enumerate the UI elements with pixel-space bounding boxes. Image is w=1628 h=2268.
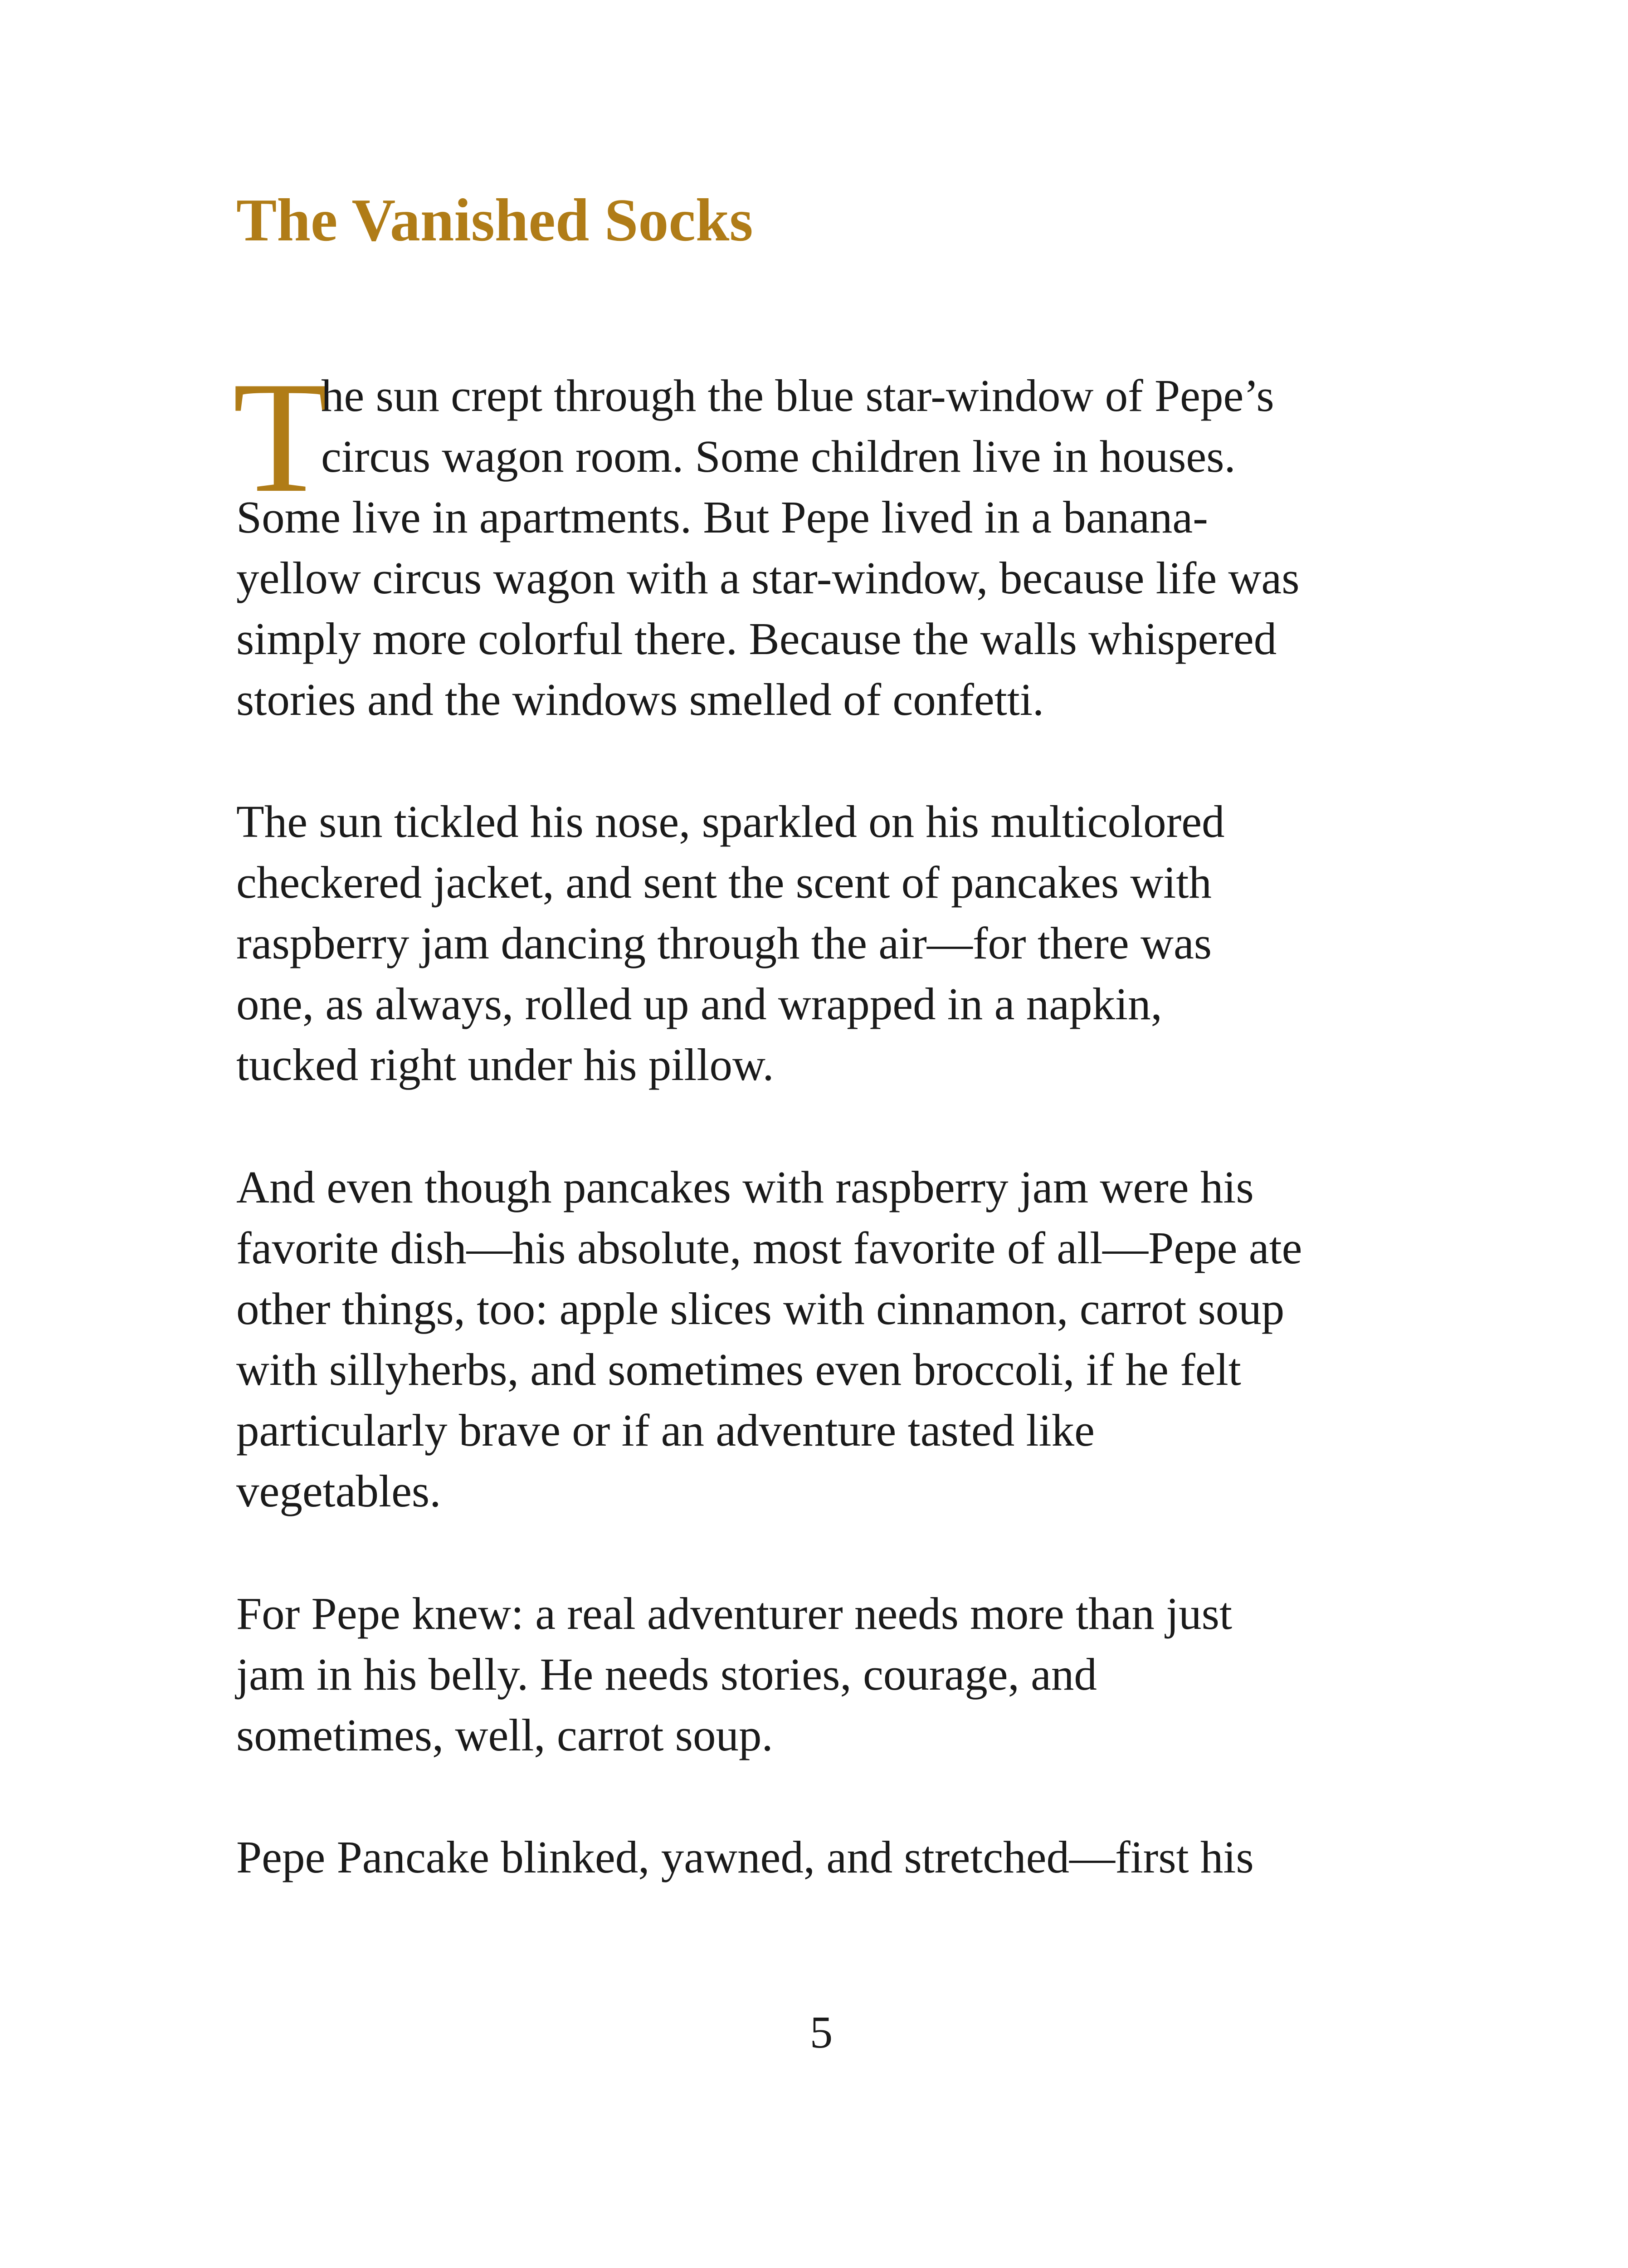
paragraph-line: one, as always, rolled up and wrapped in a napkin, [236, 978, 1162, 1029]
paragraph-4 [236, 1583, 1406, 1765]
paragraph-line: stories and the windows smelled of confetti. [236, 674, 1044, 725]
paragraph-line: jam in his belly. He needs stories, courage, and [236, 1649, 1097, 1700]
paragraph-5 [236, 1827, 1406, 1887]
paragraph-line: sometimes, well, carrot soup. [236, 1710, 773, 1760]
paragraph-line: Some live in apartments. But Pepe lived in a banana- [236, 492, 1208, 543]
paragraph-3 [236, 1157, 1406, 1521]
chapter-title: The Vanished Socks [236, 186, 753, 254]
paragraph-line: he sun crept through the blue star-window of Pepe’s [321, 370, 1274, 421]
paragraph-line: favorite dish—his absolute, most favorite of all—Pepe ate [236, 1222, 1302, 1273]
paragraph-line: other things, too: apple slices with cinnamon, carrot soup [236, 1283, 1285, 1334]
paragraph-1 [236, 365, 1406, 730]
page-number: 5 [809, 2007, 833, 2058]
paragraph-line: vegetables. [236, 1466, 441, 1516]
paragraph-line: Pepe Pancake blinked, yawned, and stretched—first his [236, 1832, 1254, 1882]
paragraph-line: raspberry jam dancing through the air—for there was [236, 918, 1212, 968]
paragraph-line: with sillyherbs, and sometimes even broccoli, if he felt [236, 1344, 1241, 1395]
paragraph-line: For Pepe knew: a real adventurer needs more than just [236, 1588, 1233, 1639]
paragraph-line: checkered jacket, and sent the scent of pancakes with [236, 857, 1212, 908]
paragraph-line: tucked right under his pillow. [236, 1039, 774, 1090]
paragraph-line: simply more colorful there. Because the walls whispered [236, 613, 1277, 664]
drop-cap: T [233, 349, 331, 526]
paragraph-line: The sun tickled his nose, sparkled on his multicolored [236, 796, 1225, 847]
paragraph-line: circus wagon room. Some children live in houses. [321, 431, 1236, 482]
paragraph-line: And even though pancakes with raspberry jam were his [236, 1162, 1254, 1212]
paragraph-line: yellow circus wagon with a star-window, because life was [236, 552, 1300, 603]
paragraph-line: particularly brave or if an adventure tasted like [236, 1405, 1095, 1456]
paragraph-2 [236, 791, 1406, 1095]
